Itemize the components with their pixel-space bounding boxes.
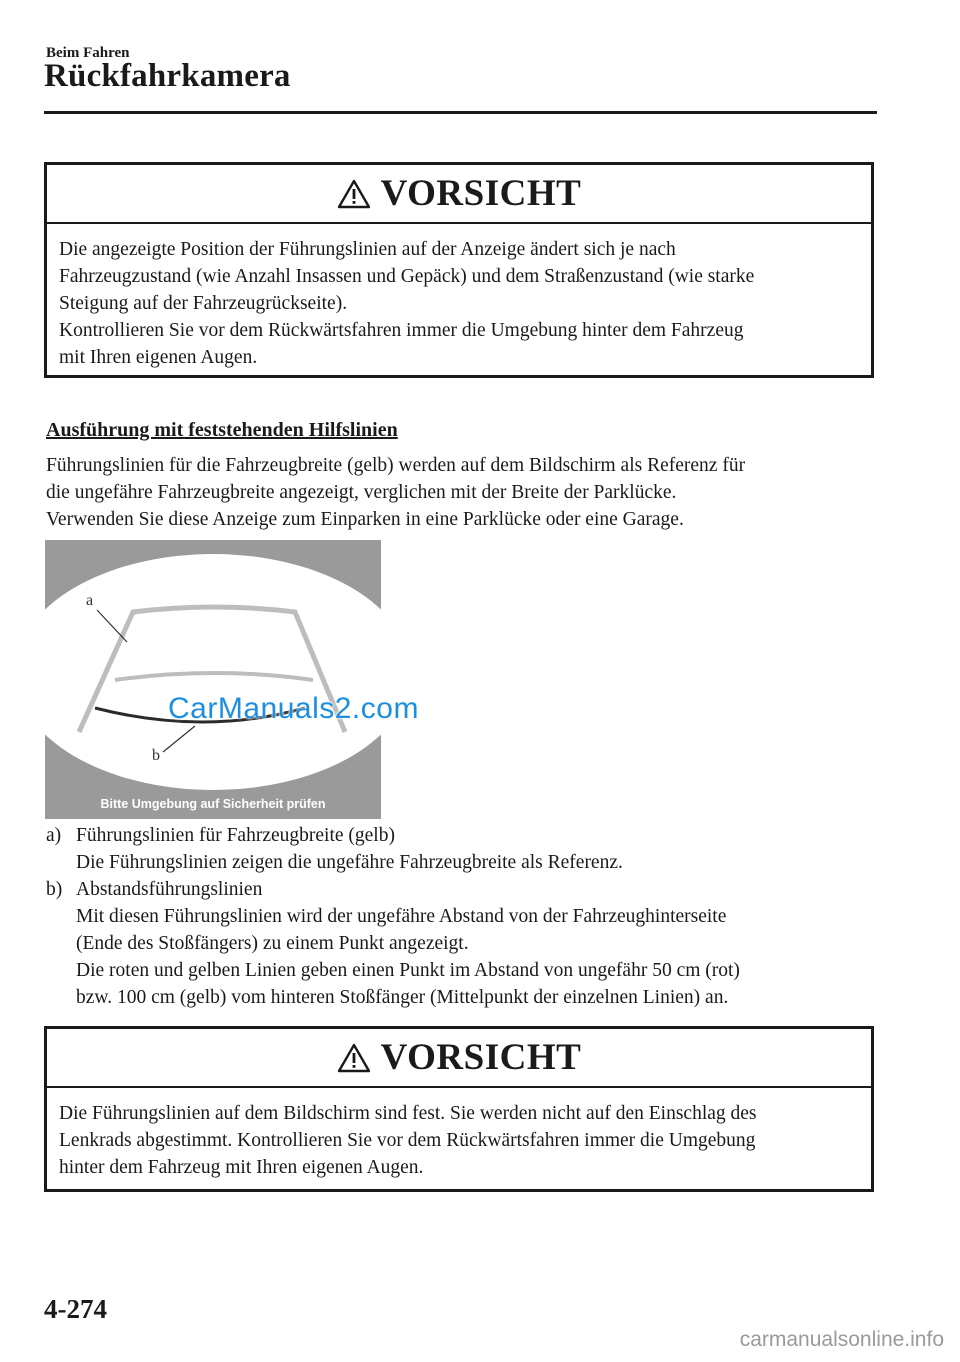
caution-line: Die angezeigte Position der Führungslinien auf der Anzeige ändert sich je nach — [59, 239, 676, 260]
caution-line: hinter dem Fahrzeug mit Ihren eigenen Augen. — [59, 1157, 424, 1178]
section-heading: Ausführung mit feststehenden Hilfslinien — [46, 419, 398, 441]
warning-triangle-icon — [337, 179, 371, 209]
legend-description: Die Führungslinien zeigen die ungefähre Fahrzeugbreite als Referenz. — [76, 852, 623, 873]
warning-triangle-icon — [337, 1043, 371, 1073]
section-paragraph — [46, 452, 866, 533]
caution-box-bottom — [44, 1026, 874, 1192]
site-watermark: carmanualsonline.info — [739, 1328, 944, 1351]
caution-box-top — [44, 162, 874, 378]
caution-text — [47, 224, 871, 385]
figure-legend — [46, 822, 866, 1011]
legend-item-a — [46, 822, 866, 849]
legend-title: Abstandsführungslinien — [76, 879, 263, 900]
legend-description: Die roten und gelben Linien geben einen Punkt im Abstand von ungefähr 50 cm (rot) — [76, 960, 740, 981]
legend-title: Führungslinien für Fahrzeugbreite (gelb) — [76, 825, 395, 846]
caution-title: VORSICHT — [380, 1037, 582, 1078]
legend-key: a) — [46, 825, 62, 846]
caution-header — [47, 165, 871, 224]
watermark-text: CarManuals2.com — [168, 692, 419, 725]
caution-text — [47, 1088, 871, 1195]
camera-view-graphic — [45, 540, 381, 819]
callout-label-a: a — [86, 592, 94, 609]
caution-line: Fahrzeugzustand (wie Anzahl Insassen und Gepäck) und dem Straßenzustand (wie starke — [59, 266, 755, 287]
page-title: Rückfahrkamera — [44, 58, 291, 94]
legend-key: b) — [46, 879, 63, 900]
caution-line: mit Ihren eigenen Augen. — [59, 347, 258, 368]
paragraph-line: die ungefähre Fahrzeugbreite angezeigt, verglichen mit der Breite der Parklücke. — [46, 482, 677, 503]
legend-description: Mit diesen Führungslinien wird der ungefähre Abstand von der Fahrzeughinterseite — [76, 906, 727, 927]
callout-label-b: b — [152, 747, 160, 764]
caution-line: Die Führungslinien auf dem Bildschirm sind fest. Sie werden nicht auf den Einschlag des — [59, 1103, 757, 1124]
paragraph-line: Führungslinien für die Fahrzeugbreite (gelb) werden auf dem Bildschirm als Referenz für — [46, 455, 746, 476]
legend-item-b — [46, 876, 866, 903]
header-rule — [44, 111, 877, 114]
page-number: 4-274 — [44, 1294, 107, 1324]
caution-title: VORSICHT — [380, 173, 582, 214]
caution-header — [47, 1029, 871, 1088]
legend-description: bzw. 100 cm (gelb) vom hinteren Stoßfänger (Mittelpunkt der einzelnen Linien) an. — [76, 987, 729, 1008]
legend-description: (Ende des Stoßfängers) zu einem Punkt angezeigt. — [76, 933, 469, 954]
rear-camera-illustration — [45, 540, 381, 819]
paragraph-line: Verwenden Sie diese Anzeige zum Einparken in eine Parklücke oder eine Garage. — [46, 509, 684, 530]
section-kicker: Beim Fahren — [46, 45, 130, 61]
caution-line: Kontrollieren Sie vor dem Rückwärtsfahren immer die Umgebung hinter dem Fahrzeug — [59, 320, 744, 341]
screen-banner-text: Bitte Umgebung auf Sicherheit prüfen — [100, 797, 326, 811]
caution-line: Steigung auf der Fahrzeugrückseite). — [59, 293, 348, 314]
caution-line: Lenkrads abgestimmt. Kontrollieren Sie vor dem Rückwärtsfahren immer die Umgebung — [59, 1130, 756, 1151]
